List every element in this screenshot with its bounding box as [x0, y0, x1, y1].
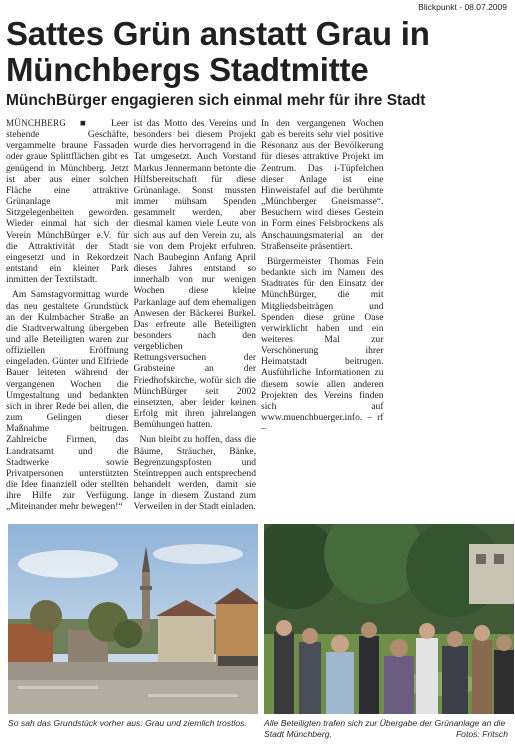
photo-credit: Fotos: Fritsch	[455, 729, 508, 739]
ceremony-illustration	[264, 524, 514, 714]
subheadline: MünchBürger engagieren sich einmal mehr für ihre Stadt	[6, 92, 426, 109]
dateline-separator: ■	[80, 118, 98, 129]
photo-row	[6, 524, 511, 714]
article-paragraph: ist das Motto des Vereins und besonders bei diesem Projekt wurde dies hervorragend in die Tat umgesetzt. Auch Vorstand Markus Jennermann betonte die Hilfsbereitschaft für diese Grünanlage. Sonst mussten immer mühsam Spenden gesammelt werden, aber diesmal kamen viele Leute von sich aus auf den Verein zu, als sie von dem Projekt erfuhren. Nach Baubeginn Anfang April dieses Jahres entstand so innerhalb von nur wenigen Wochen diese kleine Parkanlage auf dem ehemaligen Anwesen der Bäckerei Burkel. Das erfreute alle Beteiligten besonders nach den vergeblichen Rettungsversuchen der Grabsteine an der Friedhofskirche, wofür sich die MünchBürger seit 2002 einsetzten, aber leider keinen Erfolg mit ihren jahrelangen Bemühungen hatten.	[133, 118, 256, 431]
article-paragraph: In den vergangenen Wochen gab es bereits sehr viel positive Resonanz aus der Bevölkerung für dieses attraktive Projekt im Zentrum. Das i-Tüpfelchen dieser Anlage ist eine Hinweistafel auf die berühmte „Münchberger Gneismasse“. Besuchern wird dieses Gestein in Form eines Felsbrockens als Anschauungsmaterial an der Straßenseite präsentiert.	[261, 118, 384, 252]
article-paragraph: Nun bleibt zu hoffen, dass die Bäume, Sträucher, Bänke, Begrenzungspfosten und Steintreppen auch entsprechend behandelt werden, damit sie lange in diesem Zustand zum Verweilen in der Stadt einladen.	[133, 434, 256, 513]
photo-ceremony	[264, 524, 514, 714]
dateline: MÜNCHBERG	[6, 118, 67, 128]
text-column	[389, 118, 512, 515]
photo-empty-lot	[8, 524, 258, 714]
article-paragraph: Am Samstagvormittag wurde das neu gestaltete Grundstück an der Kulmbacher Straße an die Stadtverwaltung übergeben und alle Beteiligten waren zur offiziellen Eröffnung eingeladen. Günter und Elfriede Bauer leiteten während der vergangenen Wochen die Umgestaltung und bedankten sich in ihrer Rede bei allen, die zum Gelingen dieser Maßnahme beitrugen. Zahlreiche Firmen, das Landratsamt und die Stadtwerke sowie Privatpersonen unterstützten die Idee finanziell oder stellten ihre Hilfe zur Verfügung. „Miteinander mehr bewegen!“	[6, 289, 129, 513]
headline: Sattes Grün anstatt Grau in Münchbergs Stadtmitte	[6, 15, 430, 88]
article-body	[6, 118, 511, 515]
caption-right: Alle Beteiligten trafen sich zur Übergabe der Grünanlage an die Stadt Münchberg.	[264, 718, 506, 739]
empty-lot-illustration	[8, 524, 258, 714]
text-column	[261, 118, 384, 515]
text-column	[6, 118, 129, 515]
text-column	[134, 118, 257, 515]
caption-left: So sah das Grundstück vorher aus: Grau und ziemlich trostlos.	[8, 718, 247, 728]
article-paragraph: MÜNCHBERG ■ Leer stehende Geschäfte, vergammelte braune Fassaden oder graue Splittflächen gibt es genügend in Münchberg. Jetzt ist aber aus einer solchen Fläche eine attraktive Grünanlage mit Sitzgelegenheiten geworden. Wieder einmal hat sich der Verein MünchBürger e.V. für die Attraktivität der Stadt eingesetzt und in Rekordzeit entstand ein kleiner Park inmitten der Textilstadt.	[6, 118, 129, 286]
source-line: Blickpunkt - 08.07.2009	[418, 2, 507, 12]
article-paragraph: Bürgermeister Thomas Fein bedankte sich im Namen des Stadtrates für den Einsatz der MünchBürger, die mit Mitgliedsbeiträgen und Spenden diese grüne Oase verwirklicht haben und ein weiteres Mal zur Verschönerung ihrer Heimatstadt beitrugen. Ausführliche Informationen zu diesem sowie allen anderen Projekten des Vereins finden sich auf www.muenchbuerger.info. – rf –	[261, 255, 384, 435]
